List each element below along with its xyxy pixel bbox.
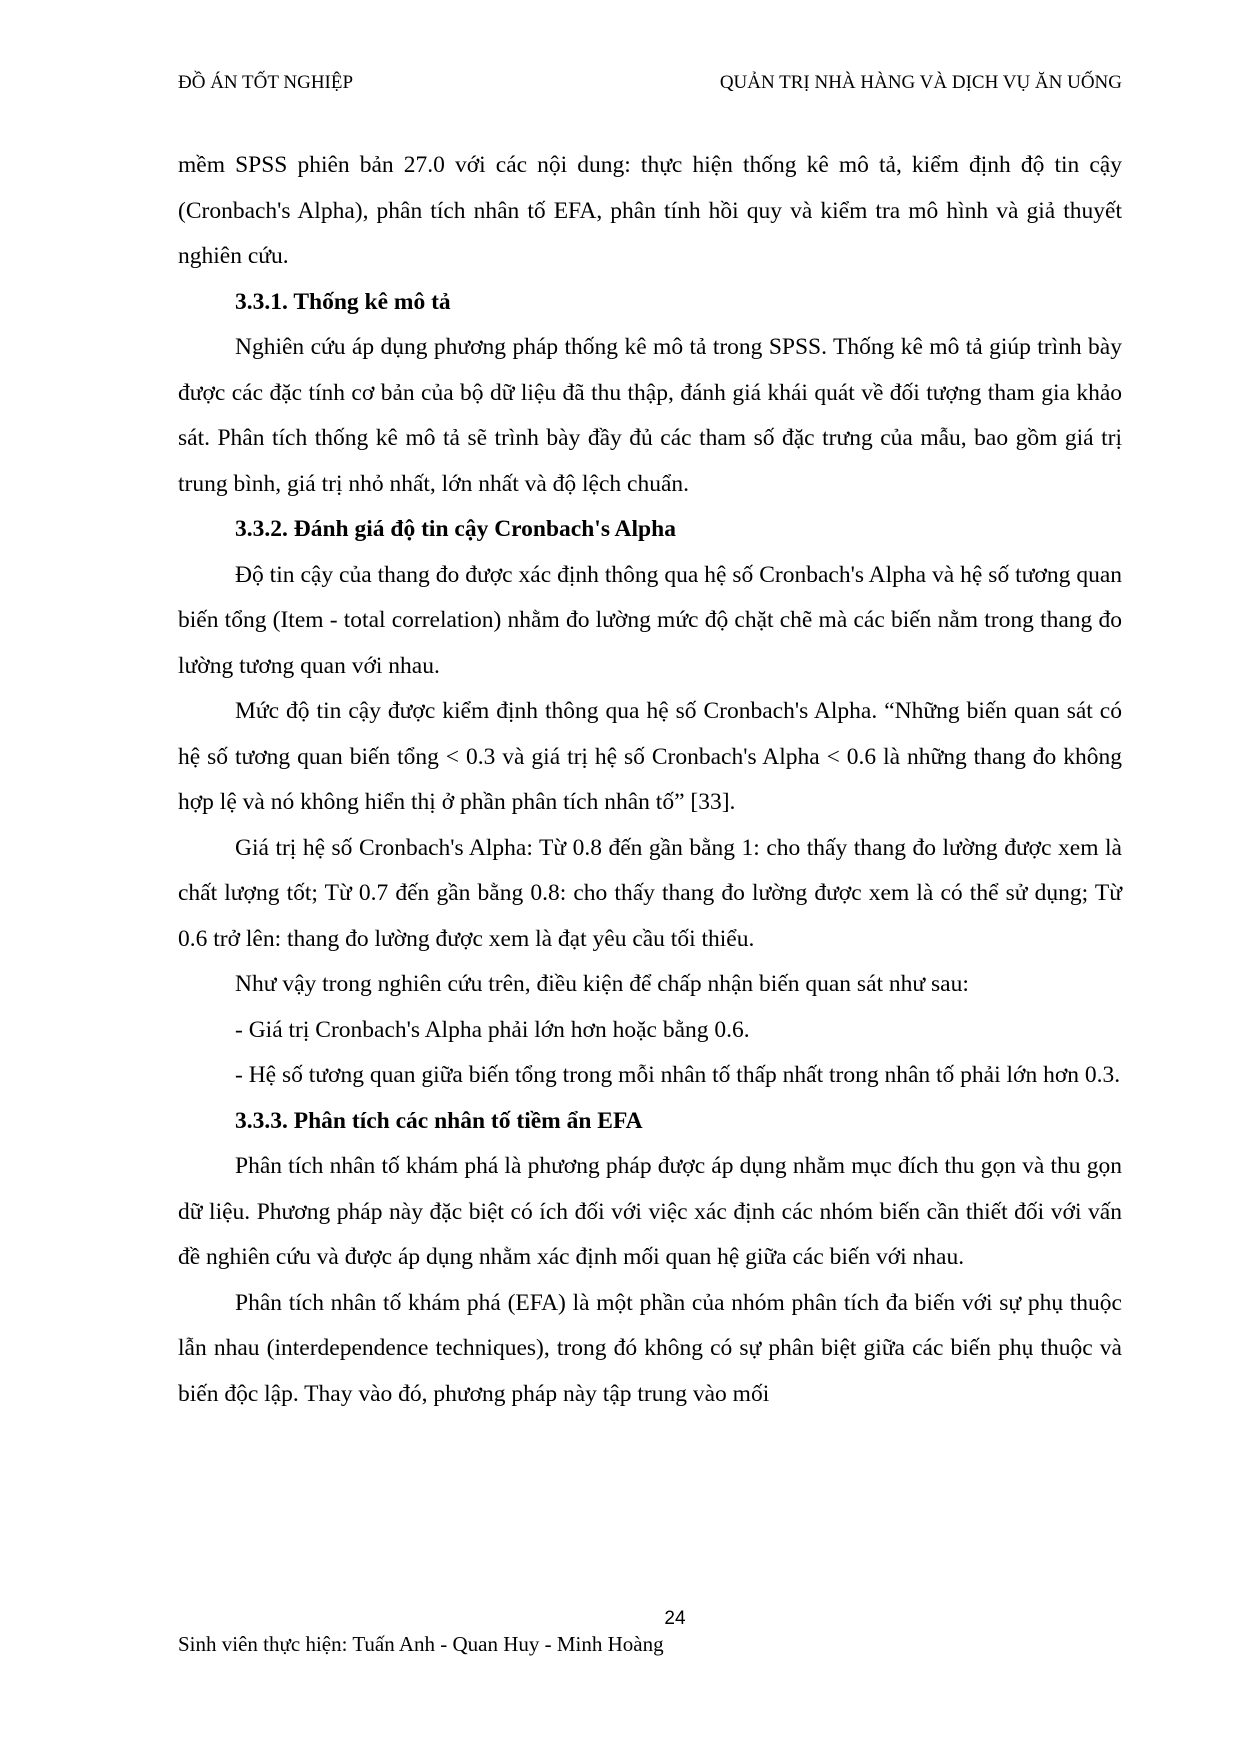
bullet-item-2: - Hệ số tương quan giữa biến tổng trong mỗi nhân tố thấp nhất trong nhân tố phải lớn hơn 0.3. <box>235 1062 1121 1088</box>
section-3-3-3-paragraph-1: Phân tích nhân tố khám phá là phương pháp được áp dụng nhằm mục đích thu gọn và thu gọn dữ liệu. Phương pháp này đặc biệt có ích đối với việc xác định các nhóm biến cần thiết đối với vấn đề nghiên cứu và được áp dụng nhằm xác định mối quan hệ giữa các biến với nhau. <box>178 1153 1122 1270</box>
header-right-title: QUẢN TRỊ NHÀ HÀNG VÀ DỊCH VỤ ĂN UỐNG <box>719 72 1122 93</box>
section-3-3-1-paragraph: Nghiên cứu áp dụng phương pháp thống kê mô tả trong SPSS. Thống kê mô tả giúp trình bày được các đặc tính cơ bản của bộ dữ liệu đã thu thập, đánh giá khái quát về đối tượng tham gia khảo sát. Phân tích thống kê mô tả sẽ trình bày đầy đủ các tham số đặc trưng của mẫu, bao gồm giá trị trung bình, giá trị nhỏ nhất, lớn nhất và độ lệch chuẩn. <box>178 334 1122 497</box>
page-number: 24 <box>664 1608 686 1629</box>
header-left-title: ĐỒ ÁN TỐT NGHIỆP <box>178 72 354 93</box>
bullet-item-1: - Giá trị Cronbach's Alpha phải lớn hơn hoặc bằng 0.6. <box>235 1016 750 1043</box>
section-3-3-3-paragraph-2: Phân tích nhân tố khám phá (EFA) là một phần của nhóm phân tích đa biến với sự phụ thuộc lẫn nhau (interdependence techniques), trong đó không có sự phân biệt giữa các biến phụ thuộc và biến độc lập. Thay vào đó, phương pháp này tập trung vào mối <box>178 1289 1122 1407</box>
section-3-3-2-heading: 3.3.2. Đánh giá độ tin cậy Cronbach's Alpha <box>235 516 676 542</box>
page-content <box>178 143 1122 1417</box>
section-3-3-3-heading: 3.3.3. Phân tích các nhân tố tiềm ẩn EFA <box>235 1107 643 1134</box>
section-3-3-1-heading: 3.3.1. Thống kê mô tả <box>235 288 451 315</box>
page-header <box>178 72 1122 94</box>
page-footer: Sinh viên thực hiện: Tuấn Anh - Quan Huy - Minh Hoàng <box>178 1632 664 1656</box>
section-3-3-2-paragraph-3: Giá trị hệ số Cronbach's Alpha: Từ 0.8 đến gần bằng 1: cho thấy thang đo lường được xem là chất lượng tốt; Từ 0.7 đến gần bằng 0.8: cho thấy thang đo lường được xem là có thể sử dụng; Từ 0.6 trở lên: thang đo lường được xem là đạt yêu cầu tối thiểu. <box>178 834 1122 952</box>
section-3-3-2-paragraph-1: Độ tin cậy của thang đo được xác định thông qua hệ số Cronbach's Alpha và hệ số tương quan biến tổng (Item - total correlation) nhằm đo lường mức độ chặt chẽ mà các biến nằm trong thang đo lường tương quan với nhau. <box>178 561 1122 679</box>
section-3-3-2-paragraph-2: Mức độ tin cậy được kiểm định thông qua hệ số Cronbach's Alpha. “Những biến quan sát có hệ số tương quan biến tổng < 0.3 và giá trị hệ số Cronbach's Alpha < 0.6 là những thang đo không hợp lệ và nó không hiển thị ở phần phân tích nhân tố” [33]. <box>178 698 1122 815</box>
intro-continuation-paragraph: mềm SPSS phiên bản 27.0 với các nội dung: thực hiện thống kê mô tả, kiểm định độ tin cậy (Cronbach's Alpha), phân tích nhân tố EFA, phân tính hồi quy và kiểm tra mô hình và giả thuyết nghiên cứu. <box>178 152 1122 269</box>
section-3-3-2-paragraph-4: Như vậy trong nghiên cứu trên, điều kiện để chấp nhận biến quan sát như sau: <box>235 971 969 997</box>
